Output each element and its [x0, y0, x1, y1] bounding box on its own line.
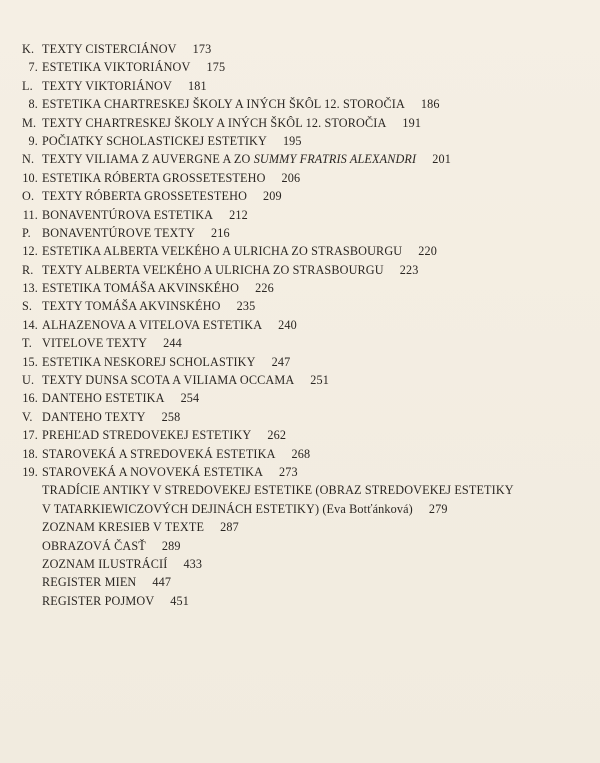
- entry-title: V TATARKIEWICZOVÝCH DEJINÁCH ESTETIKY) (Eva Botťánková): [42, 501, 413, 516]
- entry-title: ZOZNAM ILUSTRÁCIÍ: [42, 556, 168, 571]
- entry-title: TRADÍCIE ANTIKY V STREDOVEKEJ ESTETIKE (OBRAZ STREDOVEKEJ ESTETIKY: [42, 483, 514, 498]
- toc-entry: [22, 297, 582, 315]
- entry-number: K.: [22, 42, 35, 56]
- table-of-contents: [22, 40, 582, 610]
- toc-entry: [22, 573, 582, 591]
- entry-number: M.: [22, 115, 37, 130]
- entry-number: U.: [22, 373, 35, 388]
- entry-page: 226: [255, 281, 274, 296]
- entry-page: 247: [271, 354, 291, 369]
- entry-title: ESTETIKA CHARTRESKEJ ŠKOLY A INÝCH ŠKÔL 12. STOROČIA: [42, 97, 405, 112]
- entry-page: 258: [161, 409, 181, 424]
- entry-number: S.: [22, 299, 33, 314]
- toc-entry: [22, 40, 582, 58]
- entry-number: 8.: [28, 97, 38, 112]
- entry-title-italic: SUMMY FRATRIS ALEXANDRI: [253, 152, 417, 167]
- entry-title: DANTEHO TEXTY: [42, 409, 146, 424]
- entry-number: 9.: [28, 133, 38, 148]
- toc-entry: [22, 187, 582, 205]
- entry-title: ESTETIKA RÓBERTA GROSSETESTEHO: [42, 170, 266, 185]
- entry-title: TEXTY DUNSA SCOTA A VILIAMA OCCAMA: [42, 373, 295, 388]
- toc-entry: [22, 169, 582, 187]
- entry-page: 273: [279, 464, 298, 479]
- entry-title: REGISTER POJMOV: [42, 593, 155, 608]
- entry-number: 16.: [22, 391, 38, 406]
- entry-number: T.: [22, 336, 32, 351]
- entry-page: 186: [420, 97, 440, 112]
- entry-title: TEXTY VIKTORIÁNOV: [42, 78, 172, 93]
- toc-entry: [22, 334, 582, 352]
- entry-title: OBRAZOVÁ ČASŤ: [42, 538, 146, 553]
- entry-title: TEXTY ALBERTA VEĽKÉHO A ULRICHA ZO STRASBOURGU: [42, 262, 384, 277]
- entry-page: 254: [180, 391, 200, 406]
- entry-title: TEXTY TOMÁŠA AKVINSKÉHO: [42, 299, 221, 314]
- entry-title: TEXTY CHARTRESKEJ ŠKOLY A INÝCH ŠKÔL 12. STOROČIA: [42, 115, 387, 130]
- entry-page: 240: [278, 317, 297, 332]
- toc-entry: [22, 353, 582, 371]
- entry-number: 15.: [22, 354, 38, 369]
- entry-title: ESTETIKA TOMÁŠA AKVINSKÉHO: [42, 281, 240, 296]
- toc-entry-tradicie-line1: [22, 481, 582, 499]
- entry-number: 14.: [22, 317, 38, 332]
- toc-entry: [22, 58, 582, 76]
- entry-page: 451: [170, 593, 190, 608]
- toc-entry: [22, 426, 582, 444]
- entry-page: 433: [183, 556, 203, 571]
- entry-page: 206: [281, 170, 301, 185]
- entry-number: L.: [22, 78, 33, 93]
- entry-page: 220: [418, 244, 437, 259]
- toc-entry: [22, 445, 582, 463]
- entry-page: 244: [163, 336, 182, 351]
- entry-title: DANTEHO ESTETIKA: [42, 391, 165, 406]
- entry-title: TEXTY RÓBERTA GROSSETESTEHO: [42, 189, 248, 204]
- entry-number: 17.: [22, 428, 38, 443]
- entry-page: 251: [310, 373, 330, 388]
- entry-number: 10.: [22, 170, 38, 185]
- entry-page: 279: [428, 501, 448, 516]
- entry-page: 181: [187, 78, 207, 93]
- entry-page: 212: [229, 207, 248, 222]
- entry-number: 11.: [22, 207, 38, 222]
- entry-page: 216: [211, 225, 230, 240]
- toc-entry: [22, 77, 582, 95]
- entry-number: O.: [22, 189, 35, 204]
- entry-number: R.: [22, 262, 34, 277]
- toc-entry: [22, 95, 582, 113]
- toc-entry: [22, 316, 582, 334]
- entry-number: 18.: [22, 446, 38, 461]
- entry-title: STAROVEKÁ A NOVOVEKÁ ESTETIKA: [42, 464, 264, 479]
- toc-entry: [22, 224, 582, 242]
- entry-title: [38, 150, 416, 168]
- toc-entry: [22, 592, 582, 610]
- entry-title: ZOZNAM KRESIEB V TEXTE: [42, 520, 205, 535]
- toc-entry: [22, 537, 582, 555]
- entry-title: PREHĽAD STREDOVEKEJ ESTETIKY: [42, 428, 252, 443]
- toc-entry: [22, 408, 582, 426]
- entry-number: V.: [22, 409, 33, 424]
- toc-entry: [22, 389, 582, 407]
- entry-title: ESTETIKA ALBERTA VEĽKÉHO A ULRICHA ZO STRASBOURGU: [42, 244, 403, 259]
- entry-number: P.: [22, 225, 31, 240]
- entry-page: 223: [399, 262, 419, 277]
- entry-title: TEXTY CISTERCIÁNOV: [42, 42, 177, 56]
- entry-page: 447: [152, 575, 172, 590]
- entry-page: 268: [291, 446, 311, 461]
- entry-title-plain: TEXTY VILIAMA Z AUVERGNE A ZO: [42, 152, 254, 167]
- entry-title: BONAVENTÚROVA ESTETIKA: [42, 207, 214, 222]
- toc-entry: [22, 371, 582, 389]
- toc-entry: [22, 261, 582, 279]
- entry-number: N.: [22, 152, 35, 167]
- entry-page: 235: [236, 299, 256, 314]
- entry-number: 12.: [22, 244, 38, 259]
- entry-page: 287: [220, 520, 239, 535]
- toc-entry: [22, 150, 582, 168]
- entry-page: 175: [206, 60, 226, 75]
- entry-number: 19.: [22, 464, 38, 479]
- entry-page: 262: [267, 428, 287, 443]
- toc-entry-tradicie-line2: [22, 500, 582, 518]
- entry-page: 195: [282, 133, 302, 148]
- entry-title: REGISTER MIEN: [42, 575, 137, 590]
- toc-entry: [22, 463, 582, 481]
- entry-page: 289: [161, 538, 181, 553]
- toc-entry: [22, 114, 582, 132]
- toc-entry: [22, 242, 582, 260]
- entry-title: VITELOVE TEXTY: [42, 336, 148, 351]
- toc-entry: [22, 132, 582, 150]
- entry-number: 7.: [28, 60, 38, 75]
- entry-title: ALHAZENOVA A VITELOVA ESTETIKA: [42, 317, 263, 332]
- entry-title: POČIATKY SCHOLASTICKEJ ESTETIKY: [42, 133, 267, 148]
- entry-title: STAROVEKÁ A STREDOVEKÁ ESTETIKA: [42, 446, 276, 461]
- entry-title: ESTETIKA NESKOREJ SCHOLASTIKY: [42, 354, 256, 369]
- entry-title: BONAVENTÚROVE TEXTY: [42, 225, 196, 240]
- toc-entry: [22, 279, 582, 297]
- toc-entry: [22, 555, 582, 573]
- entry-page: 201: [432, 152, 451, 167]
- toc-entry: [22, 206, 582, 224]
- entry-page: 173: [192, 42, 212, 56]
- entry-number: 13.: [22, 281, 38, 296]
- entry-title: ESTETIKA VIKTORIÁNOV: [42, 60, 191, 75]
- toc-entry: [22, 518, 582, 536]
- entry-page: 191: [402, 115, 422, 130]
- entry-page: 209: [263, 189, 282, 204]
